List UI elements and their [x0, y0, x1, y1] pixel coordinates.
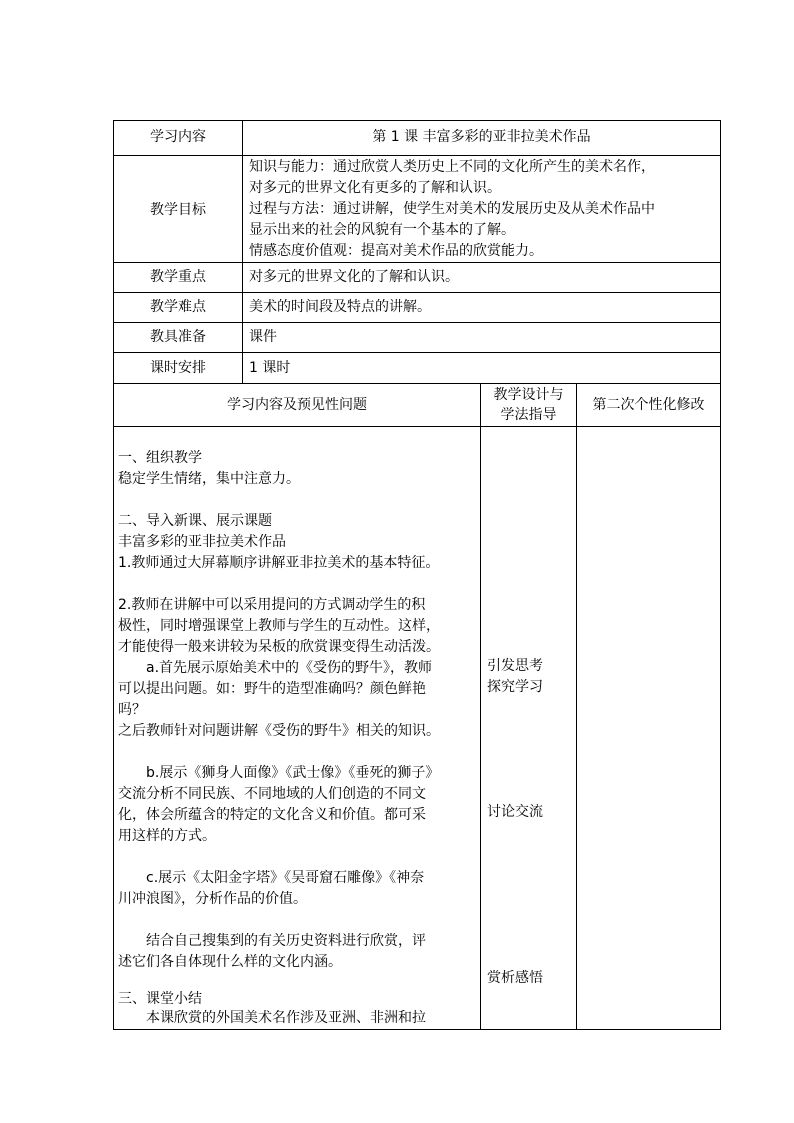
learning-content-label: 学习内容 — [150, 129, 206, 145]
content-line: 才能使得一般来讲较为呆板的欣赏课变得生动活泼。 — [118, 639, 440, 655]
content-line: 用这样的方式。 — [118, 828, 216, 844]
column-divider — [576, 383, 577, 1030]
column-divider — [480, 383, 481, 1030]
table-border-right — [720, 120, 721, 1030]
table-border-left — [113, 120, 114, 1030]
schedule-value: 1 课时 — [249, 360, 291, 376]
design-column-header-line2: 学法指导 — [500, 407, 557, 423]
objective-line: 知识与能力：通过欣赏人类历史上不同的文化所产生的美术名作， — [249, 159, 655, 175]
design-note: 讨论交流 — [487, 804, 543, 820]
content-line: 二、导入新课、展示课题 — [118, 513, 272, 529]
design-column-header-line1: 教学设计与 — [493, 387, 564, 403]
revision-column-header: 第二次个性化修改 — [592, 397, 705, 413]
content-line: 一、组织教学 — [118, 450, 202, 466]
content-column-header: 学习内容及预见性问题 — [227, 397, 367, 413]
content-line: 之后教师针对问题讲解《受伤的野牛》相关的知识。 — [118, 723, 440, 739]
row-divider — [113, 322, 721, 323]
difficulties-label: 教学难点 — [150, 299, 206, 315]
key-points-value: 对多元的世界文化的了解和认识。 — [249, 269, 459, 285]
row-divider — [113, 383, 721, 384]
content-line: 川冲浪图》，分析作品的价值。 — [118, 891, 307, 907]
lesson-title: 第 1 课 丰富多彩的亚非拉美术作品 — [372, 129, 591, 145]
objective-line: 对多元的世界文化有更多的了解和认识。 — [249, 180, 501, 196]
row-divider — [113, 426, 721, 427]
content-line: 2.教师在讲解中可以采用提问的方式调动学生的积 — [118, 597, 426, 613]
content-line: c.展示《太阳金字塔》《吴哥窟石雕像》《神奈 — [118, 870, 425, 886]
content-line: a.首先展示原始美术中的《受伤的野牛》，教师 — [118, 660, 433, 676]
key-points-label: 教学重点 — [150, 269, 206, 285]
objective-line: 显示出来的社会的风貌有一个基本的了解。 — [249, 222, 515, 238]
row-divider — [113, 352, 721, 353]
content-line: 本课欣赏的外国美术名作涉及亚洲、非洲和拉 — [118, 1010, 426, 1026]
table-border-top — [113, 120, 721, 121]
objective-line: 过程与方法：通过讲解，使学生对美术的发展历史及从美术作品中 — [249, 201, 655, 217]
table-border-bottom — [113, 1029, 721, 1030]
teaching-aids-label: 教具准备 — [150, 329, 206, 345]
content-line: 述它们各自体现什么样的文化内涵。 — [118, 954, 342, 970]
content-line: 极性，同时增强课堂上教师与学生的互动性。这样， — [118, 618, 440, 634]
schedule-label: 课时安排 — [150, 360, 206, 376]
content-line: 吗？ — [118, 702, 146, 718]
content-line: 结合自己搜集到的有关历史资料进行欣赏，评 — [118, 933, 426, 949]
content-line: b.展示《狮身人面像》《武士像》《垂死的狮子》 — [118, 765, 440, 781]
content-line: 稳定学生情绪，集中注意力。 — [118, 471, 300, 487]
row-divider — [113, 292, 721, 293]
content-line: 1.教师通过大屏幕顺序讲解亚非拉美术的基本特征。 — [118, 555, 440, 571]
row-divider — [113, 262, 721, 263]
content-line: 交流分析不同民族、不同地域的人们创造的不同文 — [118, 786, 426, 802]
objective-line: 情感态度价值观：提高对美术作品的欣赏能力。 — [249, 243, 543, 259]
label-column-divider — [242, 120, 243, 384]
design-note: 引发思考 — [487, 658, 543, 674]
design-note: 赏析感悟 — [487, 970, 543, 986]
content-line: 化，体会所蕴含的特定的文化含义和价值。都可采 — [118, 807, 426, 823]
design-note: 探究学习 — [487, 679, 543, 695]
content-line: 可以提出问题。如：野牛的造型准确吗？颜色鲜艳 — [118, 681, 426, 697]
row-divider — [113, 155, 721, 156]
teaching-aids-value: 课件 — [249, 329, 277, 345]
difficulties-value: 美术的时间段及特点的讲解。 — [249, 299, 431, 315]
objectives-label: 教学目标 — [150, 202, 206, 218]
content-line: 三、课堂小结 — [118, 991, 202, 1007]
content-line: 丰富多彩的亚非拉美术作品 — [118, 534, 286, 550]
